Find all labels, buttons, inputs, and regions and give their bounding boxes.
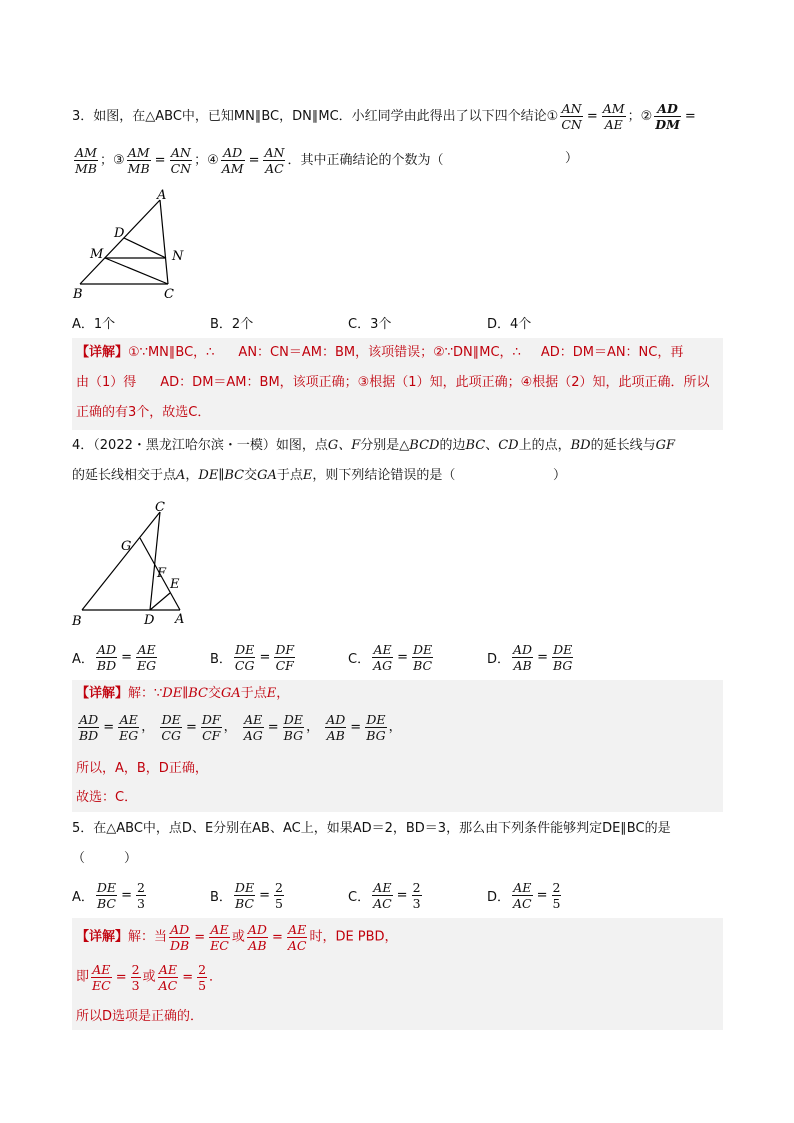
q3-fraction-6: $\frac{AN}{CN}$: [170, 145, 192, 176]
q4-label-E: E: [170, 577, 180, 592]
q3-label-N: N: [172, 249, 184, 264]
q4-option-b[interactable]: B． $\frac{DE}{CG}$ = $\frac{DF}{CF}$: [210, 642, 295, 673]
q3-option-d[interactable]: D．4个: [487, 317, 532, 332]
q4-label-D: D: [144, 613, 155, 628]
q3-triangle-figure: [68, 188, 208, 303]
q3-fraction-8: $\frac{AN}{AC}$: [264, 145, 285, 176]
q5-detail-line1: 【详解】解：当 $\frac{AD}{DB}$ = $\frac{AE}{EC}$ 或 $\frac{AD}{AB}$ = $\frac{AE}{AC}$ 时，DE PBD，: [76, 922, 398, 953]
q5-stem-line2: （ ）: [72, 851, 138, 866]
q4-detail-line3: 所以，A，B，D正确，: [76, 761, 208, 776]
q5-option-b[interactable]: B． $\frac{DE}{BC}$ = $\frac{2}{5}$: [210, 880, 283, 911]
q3-fraction-7: $\frac{AD}{AM}$: [221, 145, 244, 176]
q5-option-c[interactable]: C． $\frac{AE}{AC}$ = $\frac{2}{3}$: [348, 880, 421, 911]
q3-label-C: C: [164, 287, 174, 302]
q4-detail-line2: $\frac{AD}{BD}$ = $\frac{AE}{EG}$ ， $\frac{DE}{CG}$ = $\frac{DF}{CF}$ ， $\frac{AE}{AG}$ = $\frac{DE}{BG}$ ， $\frac{AD}{AB}$ = $\frac{DE}{BG}$ ，: [79, 712, 402, 743]
q3-detail-box: [72, 338, 723, 430]
q4-detail-line1: 【详解】解：∵DE∥BC交GA于点E，: [76, 686, 290, 701]
q4-label-F: F: [157, 566, 167, 581]
q4-label-B: B: [72, 614, 82, 628]
q3-option-b[interactable]: B．2个: [210, 317, 254, 332]
q3-label-A: A: [157, 188, 167, 203]
q3-label-M: M: [90, 247, 104, 262]
q3-stem-line2: $\frac{AM}{MB}$ ；③ $\frac{AM}{MB}$ = $\frac{AN}{CN}$ ；④ $\frac{AD}{AM}$ = $\frac{AN}{AC}$ ．其中正确结论的个数为（: [75, 145, 444, 176]
q5-detail-line2: 即 $\frac{AE}{EC}$ = $\frac{2}{3}$ 或 $\frac{AE}{AC}$ = $\frac{2}{5}$ ．: [76, 962, 223, 993]
q4-triangle-figure: [68, 498, 198, 628]
q5-option-d[interactable]: D． $\frac{AE}{AC}$ = $\frac{2}{5}$: [487, 880, 561, 911]
q5-option-a[interactable]: A． $\frac{DE}{BC}$ = $\frac{2}{3}$: [72, 880, 145, 911]
q5-stem-line1: 5．在△ABC中，点D、E分别在AB、AC上，如果AD＝2，BD＝3，那么由下列条件能够判定DE∥BC的是: [72, 821, 671, 836]
q4-detail-line4: 故选：C．: [76, 790, 138, 805]
q3-detail-line2: 由（1）得 AD：DM＝AM：BM，该项正确；③根据（1）知，此项正确；④根据（2）知，此项正确．所以: [76, 375, 710, 390]
q4-option-a[interactable]: A． $\frac{AD}{BD}$ = $\frac{AE}{EG}$: [72, 642, 157, 673]
q5-detail-line3: 所以D选项是正确的．: [76, 1009, 204, 1024]
q3-option-c[interactable]: C．3个: [348, 317, 392, 332]
q4-answer-paren-close: ）: [553, 468, 567, 483]
q4-option-d[interactable]: D． $\frac{AD}{AB}$ = $\frac{DE}{BG}$: [487, 642, 573, 673]
q3-option-a[interactable]: A．1个: [72, 317, 116, 332]
q4-label-A: A: [175, 612, 185, 627]
q3-fraction-3: $\frac{AD}{DM}$: [655, 101, 680, 132]
q3-fraction-2: $\frac{AM}{AE}$: [602, 101, 625, 132]
q3-fraction-1: $\frac{AN}{CN}$: [561, 101, 582, 132]
q4-label-G: G: [121, 539, 132, 554]
q3-answer-paren-close: ）: [565, 151, 579, 166]
q4-stem-line1: 4．（2022・黑龙江哈尔滨・一模）如图，点G、F分别是△BCD的边BC、CD上的点，BD的延长线与GF: [72, 438, 676, 453]
q4-detail-box: [72, 680, 723, 812]
q4-option-c[interactable]: C． $\frac{AE}{AG}$ = $\frac{DE}{BC}$: [348, 642, 433, 673]
q3-stem-line1: 3．如图，在△ABC中，已知MN∥BC，DN∥MC．小红同学由此得出了以下四个结论① $\frac{AN}{CN}$ = $\frac{AM}{AE}$ ；② $\frac{AD}{DM}$ =: [72, 101, 696, 132]
q3-fraction-5: $\frac{AM}{MB}$: [127, 145, 150, 176]
q3-label-B: B: [73, 287, 83, 302]
q3-label-D: D: [114, 226, 125, 241]
q3-detail-line3: 正确的有3个，故选C．: [76, 405, 211, 420]
q3-fraction-4: $\frac{AM}{MB}$: [75, 145, 97, 176]
q3-detail-line1: 【详解】①∵MN∥BC，∴ AN：CN＝AM：BM，该项错误；②∵DN∥MC，∴ AD：DM＝AN：NC，再: [76, 345, 684, 360]
q4-label-C: C: [155, 500, 165, 515]
q4-stem-line2: 的延长线相交于点A，DE∥BC交GA于点E，则下列结论错误的是（: [72, 468, 456, 483]
q5-detail-box: [72, 918, 723, 1030]
